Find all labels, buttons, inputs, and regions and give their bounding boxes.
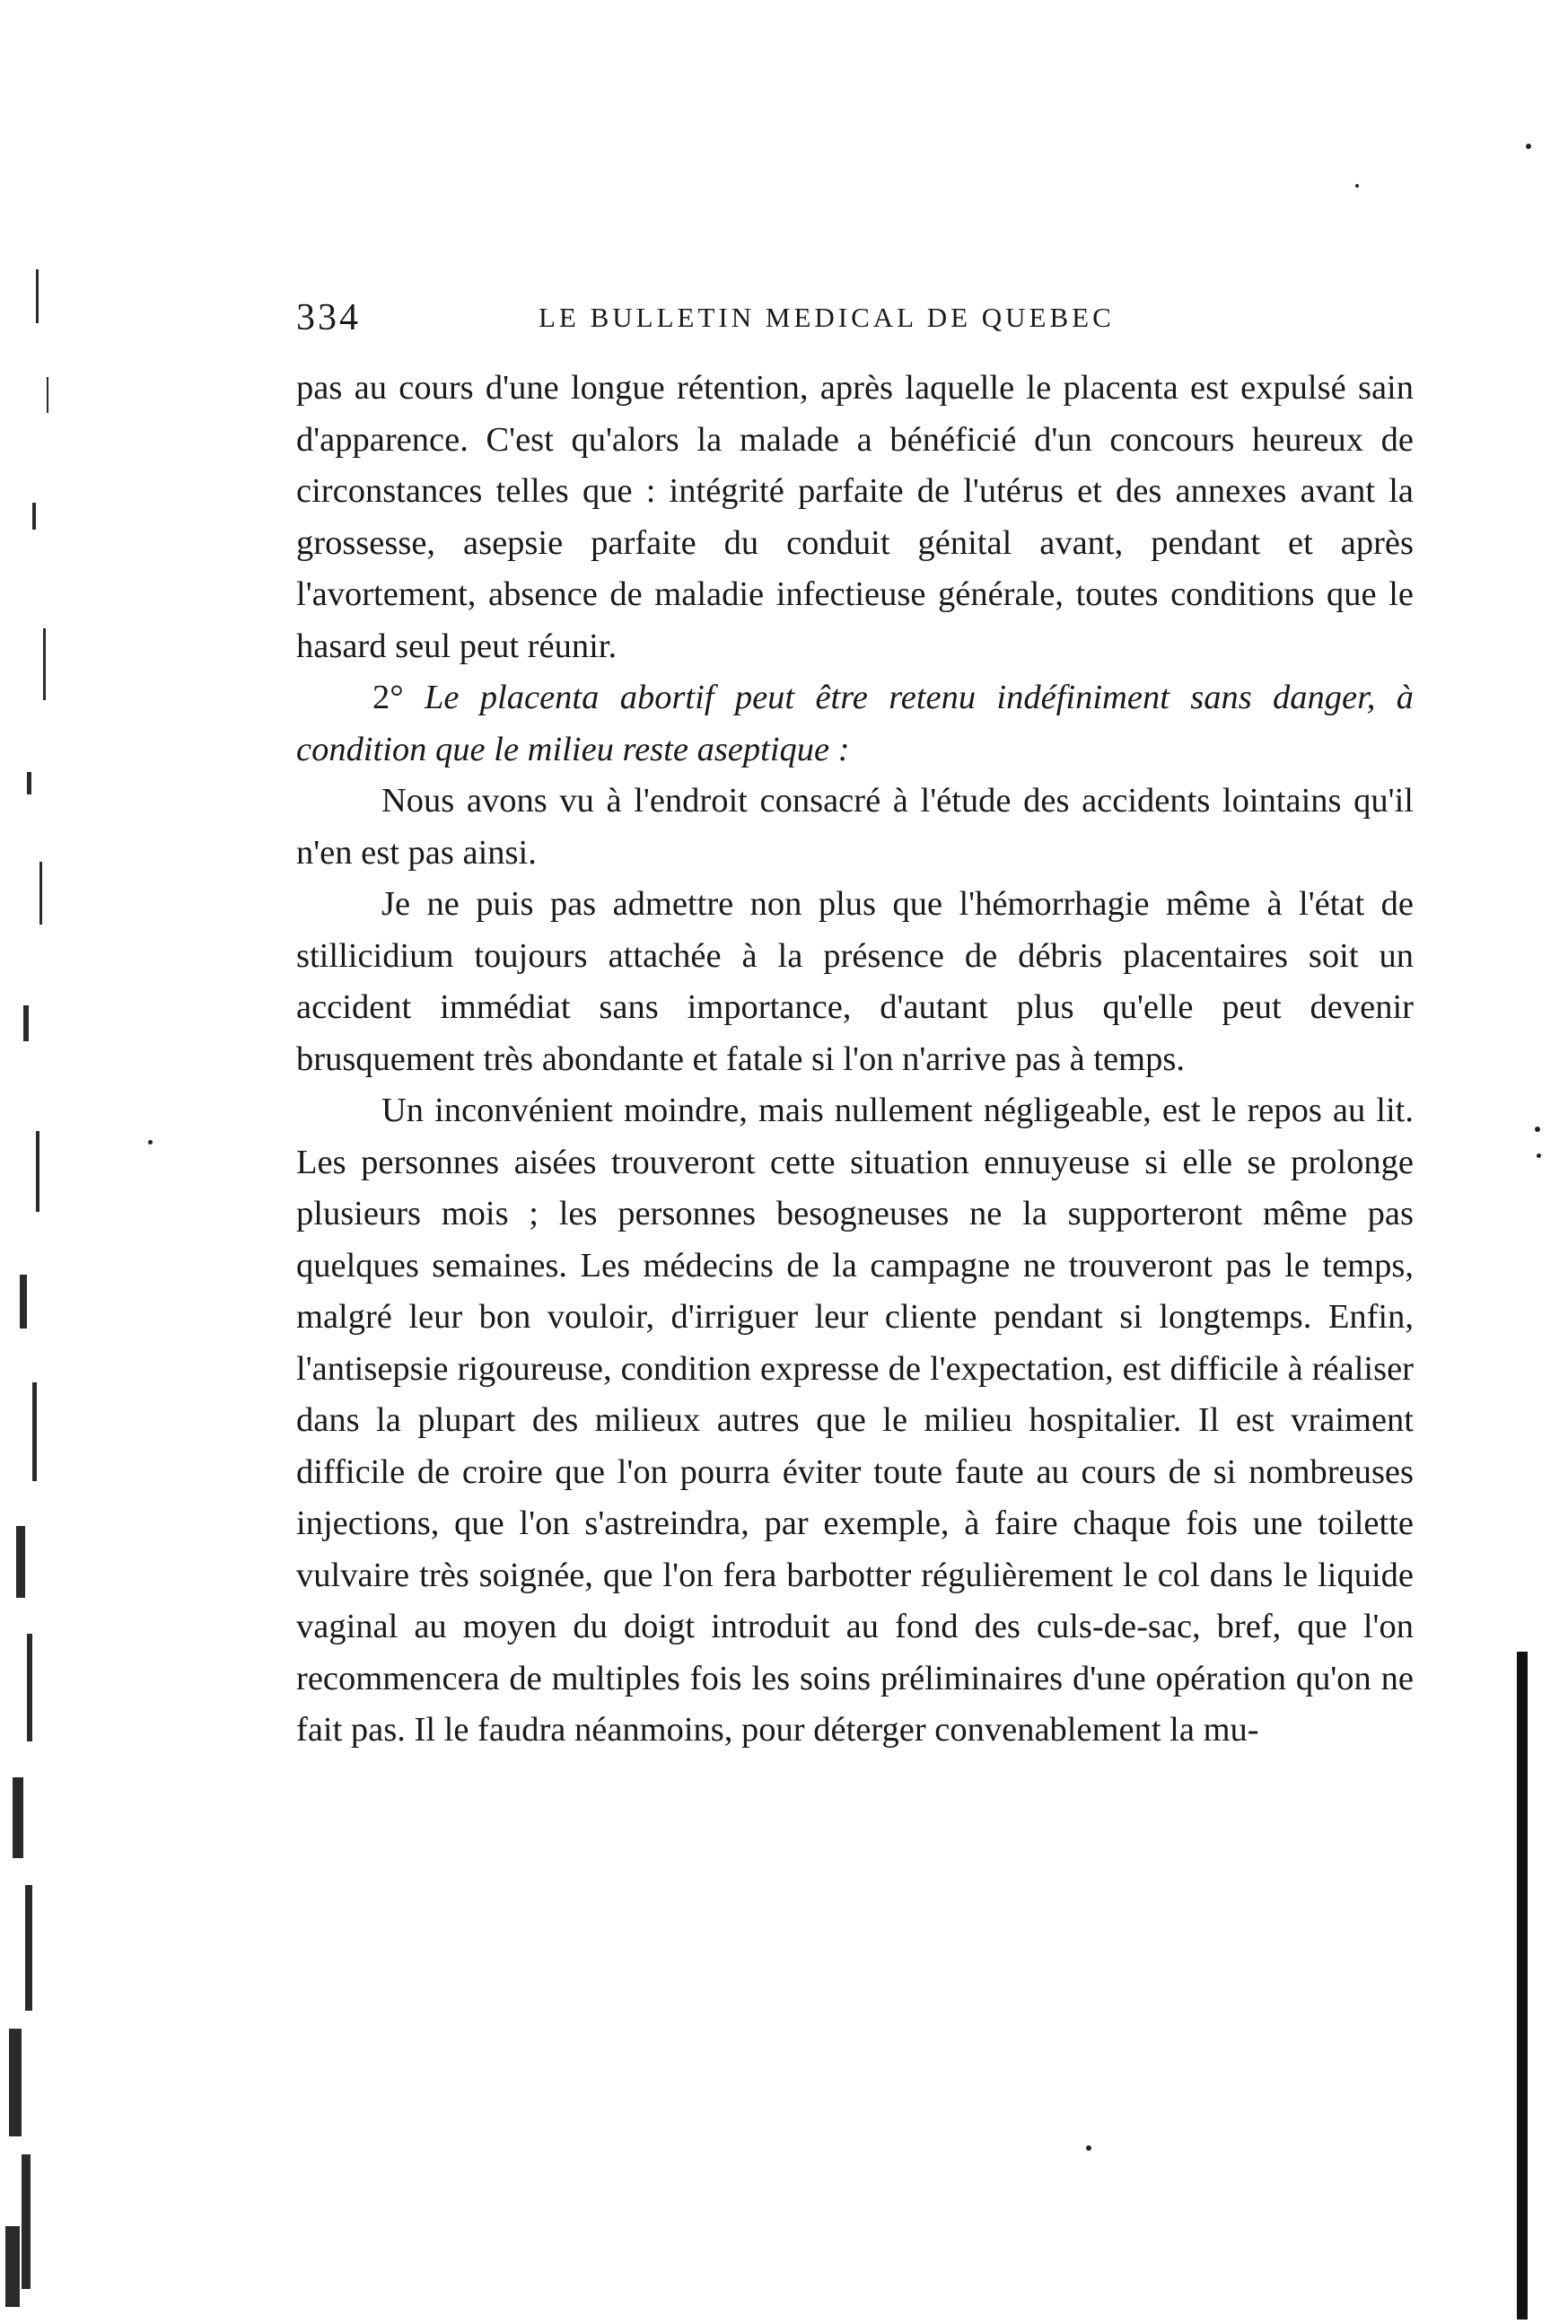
body-text xyxy=(296,363,1414,1757)
scan-speck xyxy=(1086,2145,1091,2151)
running-head xyxy=(296,296,1414,350)
page-content xyxy=(296,296,1414,1757)
paragraph-4: Je ne puis pas admettre non plus que l'hémorrhagie même à l'état de stillicidium toujours attachée à la présence de débris placentaires soit un accident immédiat sans importance, d'autant plus qu'elle peut devenir brusquement très abondante et fatale si l'on n'arrive pas à temps. xyxy=(296,885,1414,1078)
paragraph-5: Un inconvénient moindre, mais nullement négligeable, est le repos au lit. Les personnes aisées trouveront cette situation ennuyeuse si elle se prolonge plusieurs mois ; les personnes besogneuses ne la supporteront même pas quelques semaines. Les médecins de la campagne ne trouveront pas le temps, malgré leur bon vouloir, d'irriguer leur cliente pendant si longtemps. Enfin, l'antisepsie rigoureuse, condition expresse de l'expectation, est difficile à réaliser dans la plupart des milieux autres que le milieu hospitalier. Il est vraiment difficile de croire que l'on pourra éviter toute faute au cours de si nombreuses injections, que l'on s'astreindra, par exemple, à faire chaque fois une toilette vulvaire très soignée, que l'on fera barbotter régulièrement le col dans le liquide vaginal au moyen du doigt introduit au fond des culs-de-sac, bref, que l'on recommencera de multiples fois les soins préliminaires d'une opération qu'on ne fait pas. Il le faudra néanmoins, pour déterger convenablement la mu- xyxy=(296,1092,1414,1749)
right-edge-rule xyxy=(1517,1652,1528,2320)
scan-speck xyxy=(1526,144,1531,149)
scan-speck xyxy=(1537,1153,1541,1158)
paragraph-2-number: 2° xyxy=(372,679,404,716)
paragraph-2-italic-text: Le placenta abortif peut être retenu indéfiniment sans danger, à condition que le milieu reste aseptique : xyxy=(296,679,1415,768)
scan-speck xyxy=(1535,1127,1540,1132)
scan-speck xyxy=(1355,184,1359,188)
scan-gutter-noise xyxy=(0,0,63,2320)
paragraph-1: pas au cours d'une longue rétention, après laquelle le placenta est expulsé sain d'apparence. C'est qu'alors la malade a bénéficié d'un concours heureux de circonstances telles que : intégrité parfaite de l'utérus et des annexes avant la grossesse, asepsie parfaite du conduit génital avant, pendant et après l'avortement, absence de maladie infectieuse générale, toutes conditions que le hasard seul peut réunir. xyxy=(296,369,1414,665)
page-number: 334 xyxy=(296,297,361,338)
running-title: LE BULLETIN MEDICAL DE QUEBEC xyxy=(539,302,1115,333)
paragraph-3: Nous avons vu à l'endroit consacré à l'étude des accidents lointains qu'il n'en est pas ainsi. xyxy=(296,782,1414,872)
gutter-noise-graphic xyxy=(0,0,63,2320)
paragraph-2-heading xyxy=(296,672,1414,776)
scan-speck xyxy=(148,1140,153,1144)
